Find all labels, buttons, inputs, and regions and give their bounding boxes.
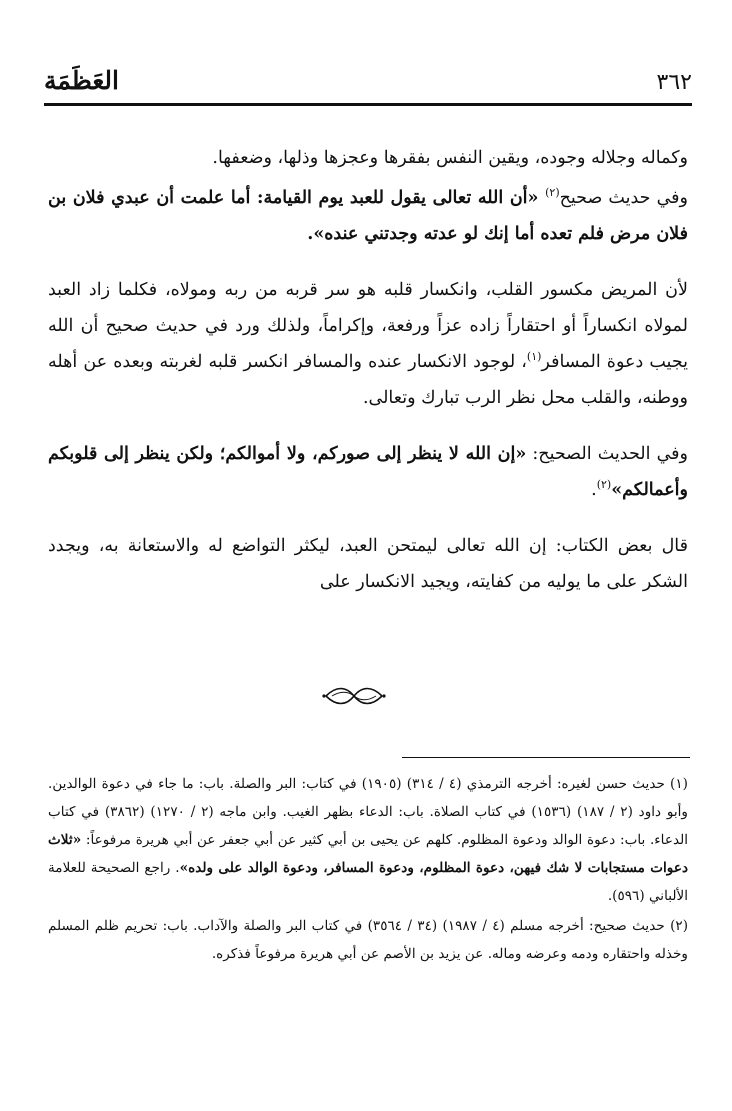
footnote-1-quote: «ثلاث دعوات مستجابات لا شك فيهن، دعوة المظلوم، ودعوة المسافر، ودعوة الوالد على ولده» — [48, 832, 688, 876]
paragraph-3 — [48, 272, 688, 416]
footnote-2-text: حديث صحيح: أخرجه مسلم (٤ / ١٩٨٧) (٣٤ / ٣٥٦٤) في كتاب البر والصلة والآداب. باب: تحريم ظلم المسلم وخذله واحتقاره ودمه وعرضه وماله. عن يزيد بن الأصم عن أبي هريرة مرفوعاً فذكره. — [48, 918, 688, 962]
paragraph-4-tail: . — [591, 480, 597, 500]
footnote-separator — [402, 757, 690, 758]
hadith-quote-2: «إن الله لا ينظر إلى صوركم، ولا أموالكم؛ ولكن ينظر إلى قلوبكم وأعمالكم» — [48, 444, 688, 500]
paragraph-3-text-b: ، لوجود الانكسار عنده والمسافر انكسر قلبه لغربته وبعده عن أهله ووطنه، والقلب محل نظر الرب تبارك وتعالى. — [48, 352, 688, 408]
paragraph-1: وكماله وجلاله وجوده، ويقين النفس بفقرها وعجزها وذلها، وضعفها. — [212, 148, 688, 168]
footnote-1-text-b: كلهم عن يحيى بن أبي كثير عن أبي جعفر عن أبي هريرة مرفوعاً: — [81, 832, 453, 848]
footnote-2-marker: (٢) — [670, 918, 688, 934]
footnote-ref-2b: (٢) — [596, 478, 612, 492]
footnote-2 — [48, 912, 688, 968]
footnote-ref-1: (١) — [526, 350, 542, 364]
paragraph-4-lead: وفي الحديث الصحيح: — [526, 444, 688, 464]
header-rule — [44, 103, 692, 106]
footnote-1 — [48, 770, 688, 910]
footnote-1-text-a: حديث حسن لغيره: أخرجه الترمذي (٤ / ٣١٤) (١٩٠٥) في كتاب: البر والصلة. باب: ما جاء في دعوة الوالدين. وأبو داود (٢ / ١٨٧) (١٥٣٦) في كتاب الصلاة. باب: الدعاء بظهر الغيب. وابن ماجه (٢ / ١٢٧٠) (٣٨٦٢) في كتاب الدعاء. باب: دعوة الوالد ودعوة المظلوم. — [48, 776, 688, 848]
running-title: العَظَمَة — [44, 66, 119, 95]
footnotes — [48, 770, 688, 970]
paragraph-2-lead: وفي حديث صحيح — [559, 188, 688, 208]
footnote-ref-2: (٢) — [545, 186, 560, 200]
paragraph-3-text-a: لأن المريض مكسور القلب، وانكسار قلبه هو سر قربه من ربه ومولاه، فكلما زاد العبد لمولاه انكساراً أو احتقاراً زاده عزاً ورفعة، وإكراماً، ولذلك ورد في حديث صحيح أن الله يجيب دعوة المسافر — [48, 280, 688, 372]
page-number: ٣٦٢ — [656, 70, 692, 95]
hadith-quote-1: «أن الله تعالى يقول للعبد يوم القيامة: أما علمت أن عبدي فلان بن فلان مرض فلم تعده أما إنك لو عدته وجدتني عنده». — [48, 188, 688, 244]
footnote-1-text-c: . راجع الصحيحة للعلامة الألباني (٥٩٦). — [48, 860, 688, 904]
page-header — [44, 66, 692, 100]
paragraph-4 — [48, 436, 688, 508]
ornament-divider-icon — [322, 684, 386, 708]
footnote-1-marker: (١) — [670, 776, 688, 792]
body-text — [48, 140, 688, 600]
paragraph-5: قال بعض الكتاب: إن الله تعالى ليمتحن العبد، ليكثر التواضع له والاستعانة به، ويجدد الشكر على ما يوليه من كفايته، ويجيد الانكسار على — [48, 536, 688, 592]
paragraph-2 — [48, 180, 688, 252]
